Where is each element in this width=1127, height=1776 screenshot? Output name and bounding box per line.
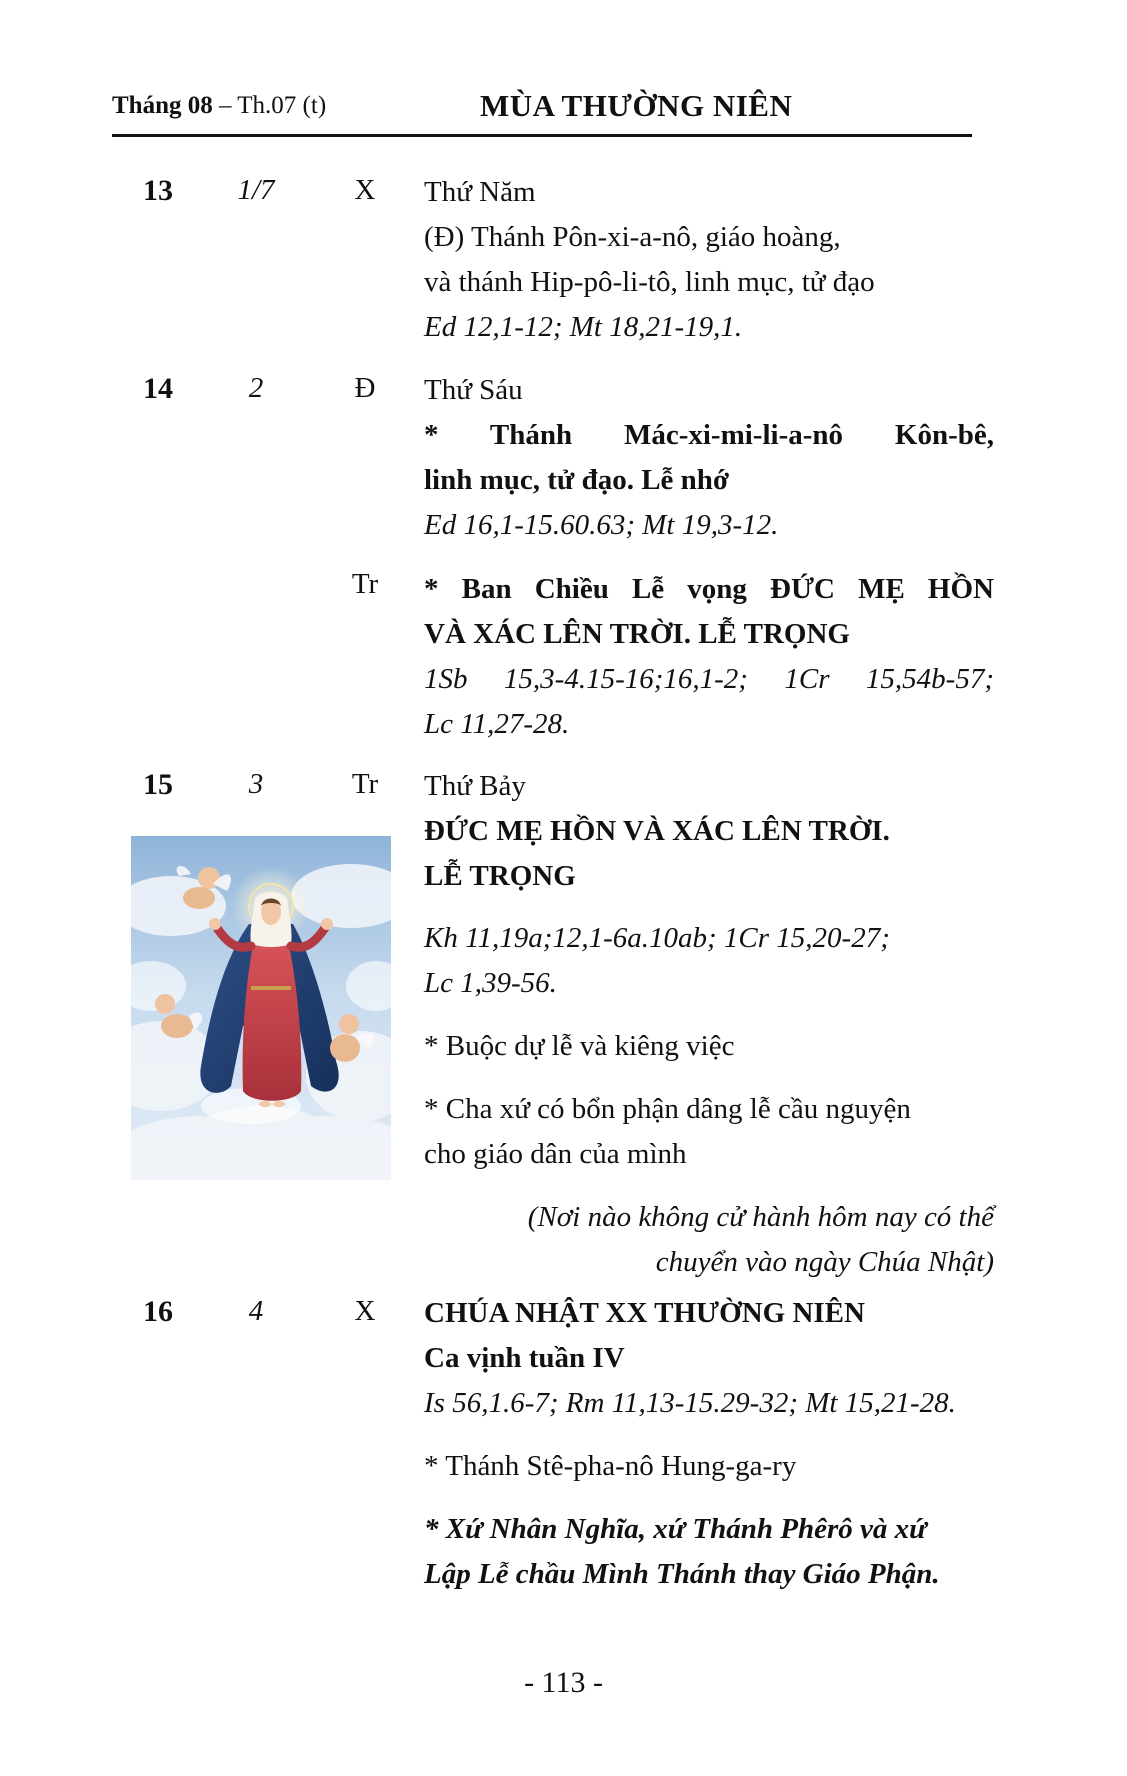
entry-line: (Đ) Thánh Pôn-xi-a-nô, giáo hoàng, [424,221,841,253]
note-line: * Buộc dự lễ và kiêng việc [424,1030,735,1062]
entry-line: Thứ Sáu [424,374,523,406]
entry-text-16 [424,1291,994,1597]
scripture-reading: Ed 16,1-15.60.63; Mt 19,3-12. [424,509,779,541]
note-line: (Nơi nào không cử hành hôm nay có thể [527,1201,994,1233]
scripture-reading: Lc 1,39-56. [424,967,557,999]
page-title: MÙA THƯỜNG NIÊN [480,88,793,123]
entry-text-13 [424,170,994,350]
entry-line: linh mục, tử đạo. Lễ nhớ [424,464,729,496]
month-sub-label: – Th.07 (t) [212,92,327,119]
assumption-painting-svg [131,836,391,1180]
entry-line: và thánh Hip-pô-li-tô, linh mục, tử đạo [424,266,875,298]
month-label: Tháng 08 [112,92,213,119]
scripture-reading: Kh 11,19a;12,1-6a.10ab; 1Cr 15,20-27; [424,922,890,954]
entry-lunar-14: 2 [248,372,264,404]
running-header-month [112,92,326,120]
entry-line: CHÚA NHẬT XX THƯỜNG NIÊN [424,1297,865,1329]
entry-line: Ca vịnh tuần IV [424,1342,625,1374]
entry-line: * Ban Chiều Lễ vọng ĐỨC MẸ HỒN [424,573,994,605]
note-line: cho giáo dân của mình [424,1138,687,1170]
entry-color-14: Đ [354,372,376,404]
scripture-reading: 1Sb 15,3-4.15-16;16,1-2; 1Cr 15,54b-57; [424,663,994,695]
entry-text-vigil [424,567,994,747]
entry-line: Thứ Năm [424,176,536,208]
note-line: chuyển vào ngày Chúa Nhật) [655,1246,994,1278]
entry-line: LỄ TRỌNG [424,860,576,892]
note-line: * Thánh Stê-pha-nô Hung-ga-ry [424,1450,797,1482]
entry-line: * Thánh Mác-xi-mi-li-a-nô Kôn-bê, [424,419,994,451]
note-line: * Xứ Nhân Nghĩa, xứ Thánh Phêrô và xứ [424,1513,927,1545]
entry-color-16: X [354,1295,376,1327]
note-line: * Cha xứ có bổn phận dâng lễ cầu nguyện [424,1093,911,1125]
entry-day-14: 14 [143,372,173,405]
note-line: Lập Lễ chầu Mình Thánh thay Giáo Phận. [424,1558,940,1590]
page-number: - 113 - [524,1666,603,1699]
entry-color-15: Tr [351,768,379,800]
entry-day-13: 13 [143,174,173,207]
entry-day-15: 15 [143,768,173,801]
scripture-reading: Ed 12,1-12; Mt 18,21-19,1. [424,311,743,343]
scripture-reading: Is 56,1.6-7; Rm 11,13-15.29-32; Mt 15,21-28. [424,1387,956,1419]
entry-lunar-15: 3 [248,768,264,800]
entry-day-16: 16 [143,1295,173,1328]
entry-lunar-13: 1/7 [237,174,275,206]
entry-line: Thứ Bảy [424,770,526,802]
entry-text-15 [424,764,994,1285]
entry-color-13: X [354,174,376,206]
entry-line: ĐỨC MẸ HỒN VÀ XÁC LÊN TRỜI. [424,815,890,847]
entry-color-vigil: Tr [351,568,379,600]
header-divider [112,134,972,137]
assumption-painting [131,836,391,1180]
entry-lunar-16: 4 [248,1295,264,1327]
entry-text-14 [424,368,994,548]
scripture-reading: Lc 11,27-28. [424,708,570,740]
entry-line: VÀ XÁC LÊN TRỜI. LỄ TRỌNG [424,618,850,650]
